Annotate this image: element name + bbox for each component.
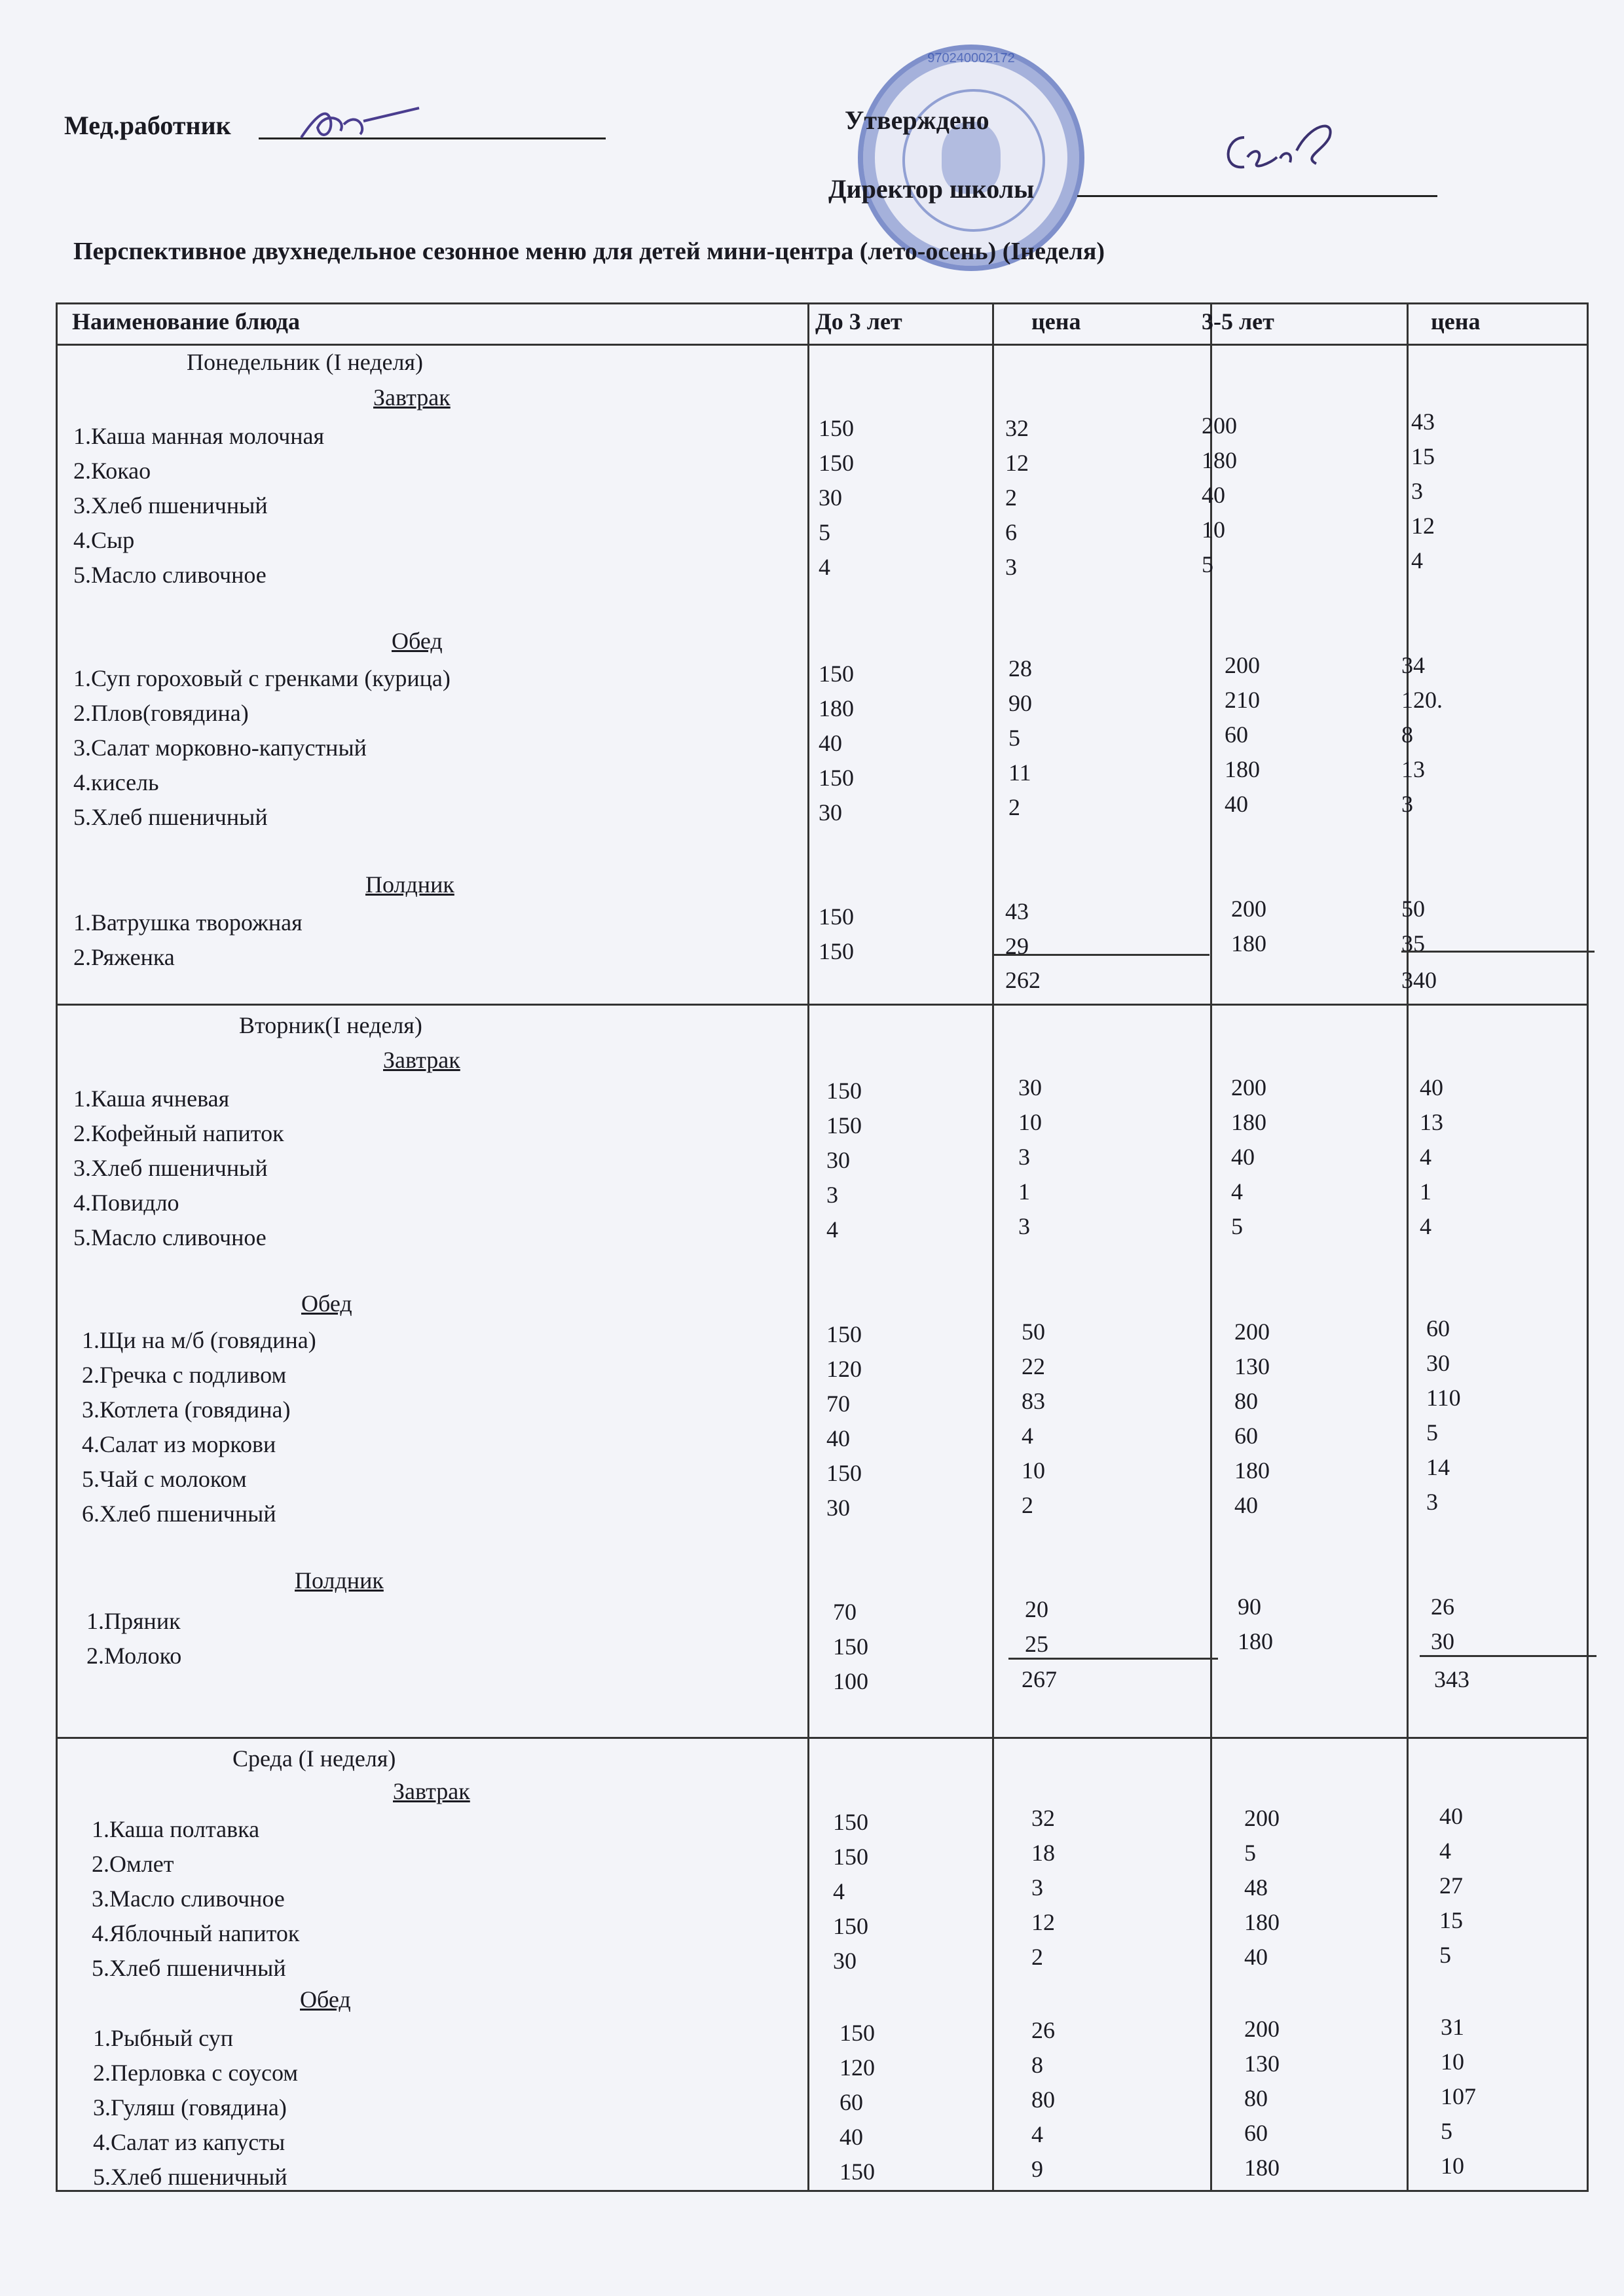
dish-name: 1.Ватрушка творожная	[73, 909, 303, 936]
med-worker-signature	[295, 92, 426, 151]
director-signature	[1218, 111, 1349, 183]
day-total-age2: 343	[1434, 1666, 1469, 1692]
dish-list	[82, 1323, 316, 1531]
portion-value: 120	[826, 1356, 862, 1382]
portion-value: 130	[1244, 2050, 1280, 2077]
portion-value: 200	[1244, 1805, 1280, 1831]
col-divider-1	[807, 304, 809, 2190]
meal-title: Обед	[301, 1290, 352, 1317]
dish-name: 2.Кокао	[73, 458, 151, 484]
portion-value: 200	[1231, 1074, 1266, 1101]
day-title: Среда (I неделя)	[232, 1745, 396, 1772]
price-value: 13	[1401, 756, 1425, 782]
portion-value: 40	[819, 730, 842, 756]
day-divider-1	[58, 1004, 1587, 1006]
portion-value: 48	[1244, 1874, 1268, 1901]
price-value: 27	[1439, 1872, 1463, 1899]
portion-value: 150	[833, 1633, 868, 1660]
dish-list	[86, 1604, 181, 1673]
price-value: 4	[1411, 547, 1423, 574]
price-value: 13	[1420, 1109, 1443, 1135]
portion-value: 60	[1225, 721, 1248, 748]
price-value: 32	[1031, 1805, 1055, 1831]
age1-values	[826, 1317, 862, 1525]
portion-value: 180	[819, 695, 854, 721]
day-divider-2	[58, 1737, 1587, 1739]
dish-name: 2.Ряженка	[73, 944, 175, 970]
portion-value: 150	[840, 2020, 875, 2046]
dish-name: 3.Котлета (говядина)	[82, 1396, 291, 1423]
col-divider-3	[1210, 304, 1212, 2190]
dish-name: 1.Каша манная молочная	[73, 423, 325, 449]
dish-name: 2.Перловка с соусом	[93, 2060, 299, 2086]
price-value: 110	[1426, 1385, 1461, 1411]
price-value: 34	[1401, 652, 1425, 678]
portion-value: 180	[1202, 447, 1237, 473]
price-value: 60	[1426, 1315, 1450, 1341]
portion-value: 150	[833, 1809, 868, 1835]
price-value: 15	[1411, 443, 1435, 469]
price-value: 2	[1005, 484, 1017, 511]
price-value: 5	[1439, 1942, 1451, 1968]
meal-title: Обед	[300, 1986, 351, 2013]
price1-values	[1022, 1315, 1045, 1523]
col-divider-2	[992, 304, 994, 2190]
age2-values	[1231, 892, 1266, 961]
portion-value: 130	[1234, 1353, 1270, 1379]
dish-name: 4.Сыр	[73, 527, 135, 553]
price-value: 18	[1031, 1840, 1055, 1866]
dish-name: 1.Каша полтавка	[92, 1816, 260, 1842]
price-value: 26	[1031, 2017, 1055, 2043]
col-header-price1: цена	[1031, 308, 1081, 335]
dish-name: 5.Масло сливочное	[73, 1224, 267, 1250]
portion-value: 150	[819, 938, 854, 964]
portion-value: 180	[1234, 1457, 1270, 1484]
price-value: 80	[1031, 2086, 1055, 2113]
dish-name: 2.Гречка с подливом	[82, 1362, 287, 1388]
day-total-age2: 340	[1401, 967, 1437, 993]
portion-value: 30	[833, 1948, 857, 1974]
portion-value: 150	[840, 2159, 875, 2185]
portion-value: 150	[819, 415, 854, 441]
total-underline	[1008, 1658, 1218, 1660]
portion-value: 60	[1244, 2120, 1268, 2146]
dish-name: 2.Плов(говядина)	[73, 700, 249, 726]
price-value: 3	[1411, 478, 1423, 504]
age2-values	[1244, 1801, 1280, 1975]
portion-value: 4	[833, 1878, 845, 1904]
portion-value: 40	[1234, 1492, 1258, 1518]
portion-value: 150	[826, 1112, 862, 1139]
portion-value: 40	[840, 2124, 863, 2150]
price-value: 30	[1431, 1628, 1454, 1654]
price1-values	[1031, 1801, 1055, 1975]
price-value: 50	[1022, 1319, 1045, 1345]
price-value: 2	[1031, 1944, 1043, 1970]
price-value: 12	[1411, 513, 1435, 539]
price-value: 5	[1441, 2118, 1452, 2144]
price2-values	[1431, 1590, 1454, 1659]
portion-value: 150	[819, 765, 854, 791]
portion-value: 40	[1202, 482, 1225, 508]
age1-values	[826, 1074, 862, 1247]
portion-value: 150	[819, 450, 854, 476]
portion-value: 5	[1202, 551, 1213, 577]
price-value: 40	[1439, 1803, 1463, 1829]
price-value: 5	[1008, 725, 1020, 751]
portion-value: 40	[1225, 791, 1248, 817]
portion-value: 200	[1225, 652, 1260, 678]
dish-name: 6.Хлеб пшеничный	[82, 1501, 276, 1527]
price-value: 107	[1441, 2083, 1476, 2109]
price-value: 20	[1025, 1596, 1048, 1622]
portion-value: 70	[826, 1391, 850, 1417]
dish-name: 5.Чай с молоком	[82, 1466, 247, 1492]
portion-value: 4	[826, 1216, 838, 1243]
portion-value: 150	[826, 1321, 862, 1347]
price-value: 83	[1022, 1388, 1045, 1414]
dish-name: 1.Щи на м/б (говядина)	[82, 1327, 316, 1353]
portion-value: 100	[833, 1668, 868, 1694]
age2-values	[1231, 1070, 1266, 1244]
meal-title: Завтрак	[383, 1047, 460, 1073]
dish-list	[73, 1082, 284, 1255]
price-value: 35	[1401, 930, 1425, 957]
col-header-name: Наименование блюда	[72, 308, 300, 335]
price1-values	[1008, 651, 1032, 825]
portion-value: 180	[1231, 1109, 1266, 1135]
price-value: 1	[1420, 1178, 1431, 1205]
price-value: 3	[1018, 1213, 1030, 1239]
price-value: 4	[1031, 2121, 1043, 2147]
portion-value: 180	[1231, 930, 1266, 957]
portion-value: 200	[1202, 412, 1237, 439]
price-value: 4	[1439, 1838, 1451, 1864]
price-value: 4	[1022, 1423, 1033, 1449]
price-value: 4	[1420, 1213, 1431, 1239]
approved-label: Утверждено	[845, 105, 989, 135]
price-value: 10	[1022, 1457, 1045, 1484]
dish-name: 5.Хлеб пшеничный	[73, 804, 268, 830]
total-underline	[1401, 951, 1595, 953]
price-value: 50	[1401, 896, 1425, 922]
price-value: 14	[1426, 1454, 1450, 1480]
page-title: Перспективное двухнедельное сезонное меню для детей мини-центра (лето-осень) (Iнеделя)	[73, 238, 1105, 265]
portion-value: 180	[1244, 2155, 1280, 2181]
price-value: 5	[1426, 1419, 1438, 1446]
age2-values	[1202, 409, 1237, 582]
col-divider-4	[1407, 304, 1409, 2190]
price-value: 43	[1411, 409, 1435, 435]
dish-name: 4.Повидло	[73, 1190, 179, 1216]
price-value: 12	[1005, 450, 1029, 476]
price-value: 4	[1420, 1144, 1431, 1170]
price-value: 32	[1005, 415, 1029, 441]
age2-values	[1244, 2012, 1280, 2185]
portion-value: 10	[1202, 517, 1225, 543]
dish-list	[73, 419, 324, 592]
price-value: 15	[1439, 1907, 1463, 1933]
day-title: Понедельник (I неделя)	[187, 349, 424, 375]
col-header-price2: цена	[1431, 308, 1481, 335]
total-underline	[1420, 1655, 1596, 1657]
portion-value: 150	[819, 903, 854, 930]
portion-value: 70	[833, 1599, 857, 1625]
portion-value: 180	[1244, 1909, 1280, 1935]
price-value: 12	[1031, 1909, 1055, 1935]
price-value: 29	[1005, 933, 1029, 959]
dish-name: 4.кисель	[73, 769, 159, 795]
col-header-age1: До 3 лет	[815, 308, 902, 335]
price-value: 28	[1008, 655, 1032, 682]
dish-name: 5.Масло сливочное	[73, 562, 267, 588]
price-value: 26	[1431, 1594, 1454, 1620]
price2-values	[1411, 405, 1435, 578]
total-underline	[993, 954, 1209, 956]
price1-values	[1031, 2013, 1055, 2187]
age1-values	[819, 411, 854, 585]
age1-values	[819, 657, 854, 830]
portion-value: 200	[1234, 1319, 1270, 1345]
age1-values	[833, 1805, 868, 1978]
price1-values	[1018, 1070, 1042, 1244]
age2-values	[1234, 1315, 1270, 1523]
dish-name: 1.Суп гороховый с гренками (курица)	[73, 665, 451, 691]
portion-value: 5	[1244, 1840, 1256, 1866]
price-value: 43	[1005, 898, 1029, 924]
dish-name: 4.Яблочный напиток	[92, 1920, 300, 1946]
med-worker-label: Мед.работник	[64, 111, 231, 140]
dish-name: 2.Кофейный напиток	[73, 1120, 284, 1146]
dish-name: 1.Пряник	[86, 1608, 181, 1634]
portion-value: 120	[840, 2054, 875, 2081]
portion-value: 150	[833, 1913, 868, 1939]
dish-list	[73, 661, 451, 835]
dish-name: 4.Салат из моркови	[82, 1431, 276, 1457]
price-value: 1	[1018, 1178, 1030, 1205]
price2-values	[1441, 2010, 1476, 2183]
dish-name: 2.Молоко	[86, 1643, 182, 1669]
portion-value: 150	[826, 1460, 862, 1486]
price-value: 3	[1401, 791, 1413, 817]
dish-name: 5.Хлеб пшеничный	[93, 2164, 287, 2190]
price-value: 25	[1025, 1631, 1048, 1657]
age1-values	[833, 1595, 868, 1699]
dish-name: 5.Хлеб пшеничный	[92, 1955, 286, 1981]
price-value: 3	[1005, 554, 1017, 580]
portion-value: 60	[1234, 1423, 1258, 1449]
portion-value: 180	[1238, 1628, 1273, 1654]
portion-value: 210	[1225, 687, 1260, 713]
meal-title: Завтрак	[393, 1778, 470, 1804]
portion-value: 200	[1244, 2016, 1280, 2042]
age2-values	[1238, 1590, 1273, 1659]
portion-value: 5	[1231, 1213, 1243, 1239]
dish-name: 1.Рыбный суп	[93, 2025, 234, 2051]
price-value: 120.	[1401, 687, 1443, 713]
portion-value: 5	[819, 519, 830, 545]
price-value: 22	[1022, 1353, 1045, 1379]
portion-value: 180	[1225, 756, 1260, 782]
price-value: 10	[1441, 2049, 1464, 2075]
dish-name: 4.Салат из капусты	[93, 2129, 286, 2155]
price-value: 40	[1420, 1074, 1443, 1101]
price-value: 30	[1018, 1074, 1042, 1101]
portion-value: 3	[826, 1182, 838, 1208]
portion-value: 150	[833, 1844, 868, 1870]
meal-title: Обед	[392, 628, 443, 654]
day-total-age1: 262	[1005, 967, 1041, 993]
age2-values	[1225, 648, 1260, 822]
portion-value: 150	[826, 1078, 862, 1104]
price-value: 3	[1426, 1489, 1438, 1515]
age1-values	[819, 900, 854, 969]
dish-name: 3.Хлеб пшеничный	[73, 1155, 268, 1181]
portion-value: 40	[826, 1425, 850, 1451]
dish-list	[73, 905, 303, 975]
price-value: 6	[1005, 519, 1017, 545]
price1-values	[1005, 411, 1029, 585]
price1-values	[1025, 1592, 1048, 1662]
price-value: 30	[1426, 1350, 1450, 1376]
price-value: 90	[1008, 690, 1032, 716]
day-total-age1: 267	[1022, 1666, 1057, 1692]
portion-value: 60	[840, 2089, 863, 2115]
dish-name: 2.Омлет	[92, 1851, 174, 1877]
dish-list	[93, 2021, 298, 2195]
portion-value: 150	[819, 661, 854, 687]
portion-value: 200	[1231, 896, 1266, 922]
price2-values	[1439, 1799, 1463, 1973]
portion-value: 90	[1238, 1594, 1261, 1620]
portion-value: 40	[1244, 1944, 1268, 1970]
portion-value: 80	[1244, 2085, 1268, 2111]
director-signature-line	[1077, 195, 1437, 197]
dish-list	[92, 1812, 299, 1986]
day-title: Вторник(I неделя)	[239, 1012, 422, 1038]
portion-value: 4	[819, 554, 830, 580]
price-value: 3	[1018, 1144, 1030, 1170]
director-label: Директор школы	[828, 174, 1035, 204]
portion-value: 80	[1234, 1388, 1258, 1414]
dish-name: 3.Масло сливочное	[92, 1886, 285, 1912]
portion-value: 4	[1231, 1178, 1243, 1205]
price-value: 2	[1022, 1492, 1033, 1518]
portion-value: 30	[819, 799, 842, 826]
price-value: 8	[1401, 721, 1413, 748]
meal-title: Завтрак	[373, 384, 451, 410]
dish-name: 3.Гуляш (говядина)	[93, 2094, 287, 2121]
header-row-divider	[58, 344, 1587, 346]
col-header-age2: 3-5 лет	[1202, 308, 1274, 335]
price-value: 2	[1008, 794, 1020, 820]
age1-values	[840, 2016, 875, 2189]
stamp-number: 970240002172	[927, 51, 1015, 65]
dish-name: 3.Салат морковно-капустный	[73, 735, 367, 761]
price-value: 31	[1441, 2014, 1464, 2040]
meal-title: Полдник	[365, 871, 454, 898]
portion-value: 40	[1231, 1144, 1255, 1170]
price-value: 9	[1031, 2156, 1043, 2182]
price2-values	[1420, 1070, 1443, 1244]
price2-values	[1401, 648, 1443, 822]
portion-value: 30	[826, 1495, 850, 1521]
price2-values	[1426, 1311, 1461, 1520]
price-value: 11	[1008, 759, 1031, 786]
price-value: 10	[1018, 1109, 1042, 1135]
portion-value: 30	[826, 1147, 850, 1173]
dish-name: 1.Каша ячневая	[73, 1085, 230, 1112]
portion-value: 30	[819, 484, 842, 511]
price-value: 8	[1031, 2052, 1043, 2078]
price-value: 10	[1441, 2153, 1464, 2179]
dish-name: 3.Хлеб пшеничный	[73, 492, 268, 519]
meal-title: Полдник	[295, 1567, 384, 1594]
price-value: 3	[1031, 1874, 1043, 1901]
